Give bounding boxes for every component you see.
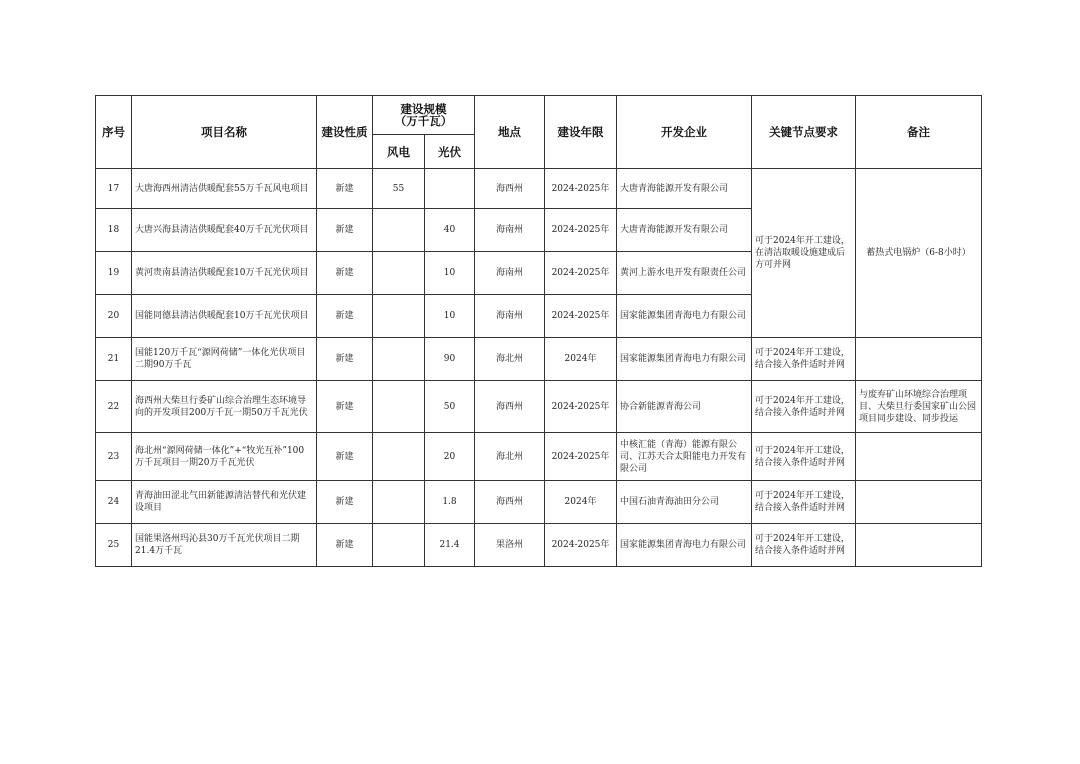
header-wind: 风电 <box>373 135 425 169</box>
cell-nature: 新建 <box>317 209 373 252</box>
cell-developer: 协合新能源青海公司 <box>617 381 752 433</box>
cell-period: 2024-2025年 <box>545 252 617 295</box>
cell-pv: 90 <box>425 338 475 381</box>
cell-location: 果洛州 <box>475 524 545 567</box>
cell-wind: 55 <box>373 169 425 209</box>
cell-wind <box>373 524 425 567</box>
cell-project-name: 国能果洛州玛沁县30万千瓦光伏项目二期21.4万千瓦 <box>132 524 317 567</box>
cell-period: 2024-2025年 <box>545 209 617 252</box>
cell-wind <box>373 381 425 433</box>
header-scale-line1: 建设规模 <box>400 102 447 116</box>
cell-milestone: 可于2024年开工建设，结合接入条件适时并网 <box>752 381 856 433</box>
cell-location: 海北州 <box>475 338 545 381</box>
cell-milestone-merged: 可于2024年开工建设，在清洁取暖设施建成后方可并网 <box>752 169 856 338</box>
cell-period: 2024-2025年 <box>545 169 617 209</box>
cell-developer: 中核汇能（青海）能源有限公司、江苏天合太阳能电力开发有限公司 <box>617 433 752 481</box>
cell-pv <box>425 169 475 209</box>
cell-period: 2024年 <box>545 481 617 524</box>
cell-location: 海南州 <box>475 295 545 338</box>
cell-project-name: 大唐兴海县清洁供暖配套40万千瓦光伏项目 <box>132 209 317 252</box>
cell-nature: 新建 <box>317 381 373 433</box>
cell-wind <box>373 433 425 481</box>
cell-wind <box>373 209 425 252</box>
cell-nature: 新建 <box>317 481 373 524</box>
cell-wind <box>373 481 425 524</box>
cell-pv: 10 <box>425 295 475 338</box>
header-pv: 光伏 <box>425 135 475 169</box>
header-scale-line2: （万千瓦） <box>394 114 453 128</box>
header-scale <box>373 96 475 135</box>
cell-wind <box>373 295 425 338</box>
table-row <box>96 524 982 567</box>
header-developer: 开发企业 <box>617 96 752 169</box>
cell-location: 海西州 <box>475 381 545 433</box>
cell-seq: 18 <box>96 209 132 252</box>
cell-remark <box>856 481 982 524</box>
cell-developer: 中国石油青海油田分公司 <box>617 481 752 524</box>
cell-pv: 20 <box>425 433 475 481</box>
cell-pv: 1.8 <box>425 481 475 524</box>
cell-wind <box>373 338 425 381</box>
cell-seq: 23 <box>96 433 132 481</box>
cell-location: 海南州 <box>475 252 545 295</box>
table-row <box>96 381 982 433</box>
header-project-name: 项目名称 <box>132 96 317 169</box>
header-location: 地点 <box>475 96 545 169</box>
table-row <box>96 169 982 209</box>
cell-wind <box>373 252 425 295</box>
cell-pv: 40 <box>425 209 475 252</box>
cell-seq: 25 <box>96 524 132 567</box>
cell-developer: 国家能源集团青海电力有限公司 <box>617 524 752 567</box>
cell-remark <box>856 433 982 481</box>
cell-developer: 国家能源集团青海电力有限公司 <box>617 338 752 381</box>
header-period: 建设年限 <box>545 96 617 169</box>
cell-nature: 新建 <box>317 524 373 567</box>
cell-milestone: 可于2024年开工建设，结合接入条件适时并网 <box>752 524 856 567</box>
cell-location: 海西州 <box>475 169 545 209</box>
cell-period: 2024-2025年 <box>545 295 617 338</box>
cell-project-name: 青海油田涩北气田新能源清洁替代和光伏建设项目 <box>132 481 317 524</box>
cell-period: 2024-2025年 <box>545 433 617 481</box>
cell-period: 2024年 <box>545 338 617 381</box>
cell-seq: 19 <box>96 252 132 295</box>
cell-developer: 国家能源集团青海电力有限公司 <box>617 295 752 338</box>
cell-project-name: 海北州“源网荷储一体化”+“牧光互补”100万千瓦项目一期20万千瓦光伏 <box>132 433 317 481</box>
cell-milestone: 可于2024年开工建设，结合接入条件适时并网 <box>752 433 856 481</box>
cell-seq: 24 <box>96 481 132 524</box>
header-remark: 备注 <box>856 96 982 169</box>
cell-pv: 50 <box>425 381 475 433</box>
project-table <box>95 95 982 567</box>
cell-nature: 新建 <box>317 295 373 338</box>
table-row <box>96 338 982 381</box>
cell-location: 海西州 <box>475 481 545 524</box>
cell-remark <box>856 524 982 567</box>
cell-milestone: 可于2024年开工建设，结合接入条件适时并网 <box>752 481 856 524</box>
cell-location: 海南州 <box>475 209 545 252</box>
cell-project-name: 国能120万千瓦“源网荷储”一体化光伏项目二期90万千瓦 <box>132 338 317 381</box>
cell-remark: 与废弃矿山环境综合治理项目、大柴旦行委国家矿山公园项目同步建设、同步投运 <box>856 381 982 433</box>
table-header-row <box>96 96 982 135</box>
cell-milestone: 可于2024年开工建设，结合接入条件适时并网 <box>752 338 856 381</box>
cell-remark-merged: 蓄热式电锅炉（6-8小时） <box>856 169 982 338</box>
table-row <box>96 433 982 481</box>
cell-pv: 10 <box>425 252 475 295</box>
cell-nature: 新建 <box>317 338 373 381</box>
header-milestone: 关键节点要求 <box>752 96 856 169</box>
table-row <box>96 481 982 524</box>
cell-seq: 20 <box>96 295 132 338</box>
header-seq: 序号 <box>96 96 132 169</box>
cell-project-name: 国能同德县清洁供暖配套10万千瓦光伏项目 <box>132 295 317 338</box>
cell-nature: 新建 <box>317 433 373 481</box>
cell-developer: 大唐青海能源开发有限公司 <box>617 169 752 209</box>
cell-developer: 黄河上游水电开发有限责任公司 <box>617 252 752 295</box>
cell-project-name: 黄河贵南县清洁供暖配套10万千瓦光伏项目 <box>132 252 317 295</box>
cell-seq: 21 <box>96 338 132 381</box>
cell-seq: 17 <box>96 169 132 209</box>
cell-seq: 22 <box>96 381 132 433</box>
header-nature: 建设性质 <box>317 96 373 169</box>
cell-location: 海北州 <box>475 433 545 481</box>
cell-remark <box>856 338 982 381</box>
cell-nature: 新建 <box>317 252 373 295</box>
cell-developer: 大唐青海能源开发有限公司 <box>617 209 752 252</box>
cell-period: 2024-2025年 <box>545 381 617 433</box>
cell-period: 2024-2025年 <box>545 524 617 567</box>
cell-nature: 新建 <box>317 169 373 209</box>
cell-project-name: 大唐海西州清洁供暖配套55万千瓦风电项目 <box>132 169 317 209</box>
cell-project-name: 海西州大柴旦行委矿山综合治理生态环境导向的开发项目200万千瓦一期50万千瓦光伏 <box>132 381 317 433</box>
cell-pv: 21.4 <box>425 524 475 567</box>
